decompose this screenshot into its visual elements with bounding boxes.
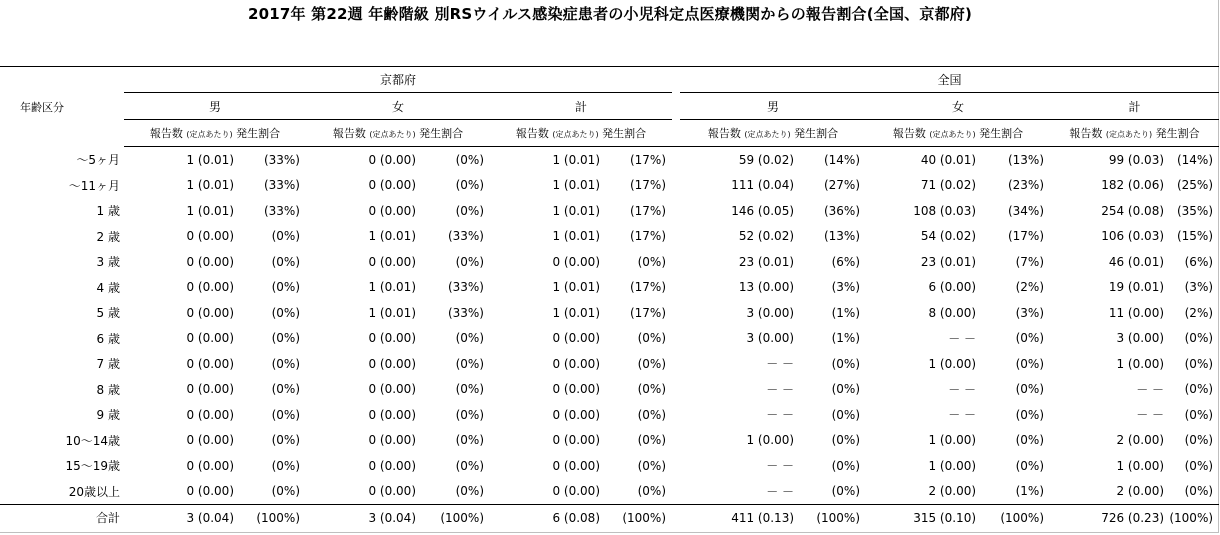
ratio-cell: (27%) [823, 178, 861, 193]
ratio-cell: (6%) [1184, 254, 1214, 269]
ratio-cell: (33%) [263, 203, 300, 218]
report-count-cell: 1 (0.01) [552, 203, 600, 218]
ratio-cell: (25%) [1176, 178, 1214, 193]
report-count-cell: 0 (0.00) [552, 382, 600, 397]
report-count-cell: 0 (0.00) [186, 305, 234, 320]
report-count-cell: 1 (0.01) [186, 203, 234, 218]
row-gap [672, 351, 680, 377]
report-count-cell: 0 (0.00) [186, 382, 234, 397]
report-table [0, 66, 1219, 531]
sub-gap [672, 120, 680, 147]
ratio-cell: (0%) [271, 484, 300, 499]
age-label: 1 歳 [96, 204, 120, 219]
report-count-cell: 71 (0.02) [920, 178, 977, 193]
report-count-cell: 3 (0.04) [124, 505, 236, 531]
report-count-cell: － － [1136, 408, 1165, 423]
sub-header-count: 報告数 [1069, 127, 1103, 140]
report-count-cell: 0 (0.00) [552, 331, 600, 346]
report-count-cell: 3 (0.04) [306, 505, 418, 531]
ratio-cell: (6%) [831, 254, 861, 269]
age-label: 15～19歳 [65, 459, 120, 474]
ratio-cell: (0%) [455, 407, 484, 422]
table-row [0, 453, 1219, 479]
ratio-cell: (17%) [1007, 229, 1045, 244]
sub-header-per-site: (定点あたり) [186, 130, 233, 139]
report-count-cell: 0 (0.00) [186, 433, 234, 448]
report-count-cell: 106 (0.03) [1101, 229, 1165, 244]
table-row [0, 428, 1219, 454]
sub-header-count: 報告数 [149, 127, 183, 140]
age-label: 合計 [0, 505, 124, 531]
report-count-cell: 40 (0.01) [920, 152, 977, 167]
age-label: 10～14歳 [65, 433, 120, 448]
report-count-cell: 3 (0.00) [1116, 331, 1165, 346]
ratio-cell: (15%) [1176, 229, 1214, 244]
ratio-cell: (0%) [831, 433, 861, 448]
ratio-cell: (0%) [1015, 356, 1045, 371]
ratio-cell: (3%) [831, 280, 861, 295]
age-label: 7 歳 [96, 357, 120, 372]
ratio-cell: (0%) [637, 484, 667, 499]
ratio-cell: (1%) [1015, 484, 1045, 499]
region-header-national: 全国 [680, 67, 1219, 93]
sex-gap [672, 93, 680, 120]
report-count-cell: 0 (0.00) [368, 203, 416, 218]
report-count-cell: 0 (0.00) [552, 458, 600, 473]
sex-header-female: 女 [866, 93, 1050, 120]
sub-header-per-site: (定点あたり) [552, 130, 599, 139]
report-count-cell: － － [948, 382, 977, 397]
ratio-cell: (33%) [447, 280, 484, 295]
ratio-cell: (0%) [831, 382, 861, 397]
report-count-cell: 182 (0.06) [1101, 178, 1165, 193]
report-count-cell: 11 (0.00) [1108, 305, 1165, 320]
ratio-cell: (7%) [1015, 254, 1045, 269]
header-row-sub [0, 120, 1219, 147]
age-label: 3 歳 [96, 255, 120, 270]
report-count-cell: 1 (0.01) [368, 229, 416, 244]
table-row [0, 198, 1219, 224]
sub-header-ratio: 発生割合 [419, 127, 464, 140]
table-row [0, 224, 1219, 250]
table-row [0, 249, 1219, 275]
report-count-cell: － － [766, 484, 795, 499]
ratio-cell: (100%) [418, 505, 490, 531]
report-count-cell: － － [1136, 382, 1165, 397]
report-count-cell: 411 (0.13) [680, 505, 796, 531]
report-count-cell: 99 (0.03) [1108, 152, 1165, 167]
row-gap [672, 300, 680, 326]
report-count-cell: 1 (0.00) [1116, 356, 1165, 371]
report-count-cell: 0 (0.00) [186, 331, 234, 346]
ratio-cell: (0%) [1015, 331, 1045, 346]
table-row [0, 479, 1219, 505]
ratio-cell: (0%) [831, 484, 861, 499]
report-count-cell: 0 (0.00) [368, 382, 416, 397]
ratio-cell: (35%) [1176, 203, 1214, 218]
report-count-cell: 0 (0.00) [186, 356, 234, 371]
ratio-cell: (0%) [271, 356, 300, 371]
row-gap [672, 453, 680, 479]
report-count-cell: 0 (0.00) [368, 254, 416, 269]
ratio-cell: (100%) [796, 505, 866, 531]
ratio-cell: (34%) [1007, 203, 1045, 218]
report-count-cell: － － [948, 331, 977, 346]
sub-header-per-site: (定点あたり) [369, 130, 416, 139]
report-count-cell: 0 (0.00) [368, 331, 416, 346]
total-row [0, 505, 1219, 531]
report-count-cell: 3 (0.00) [746, 305, 795, 320]
report-count-cell: 2 (0.00) [1116, 484, 1165, 499]
table-body [0, 147, 1219, 531]
ratio-cell: (14%) [1176, 152, 1214, 167]
ratio-cell: (23%) [1007, 178, 1045, 193]
ratio-cell: (0%) [455, 152, 484, 167]
ratio-cell: (0%) [831, 458, 861, 473]
report-count-cell: 0 (0.00) [368, 458, 416, 473]
ratio-cell: (0%) [271, 382, 300, 397]
ratio-cell: (100%) [1166, 505, 1219, 531]
report-count-cell: 0 (0.00) [186, 254, 234, 269]
sub-header-count-ratio [866, 120, 1050, 147]
row-gap [672, 249, 680, 275]
ratio-cell: (13%) [1007, 152, 1045, 167]
ratio-cell: (0%) [1184, 407, 1214, 422]
age-label: 9 歳 [96, 408, 120, 423]
age-label: 4 歳 [96, 280, 120, 295]
ratio-cell: (0%) [455, 254, 484, 269]
ratio-cell: (33%) [447, 305, 484, 320]
report-count-cell: 1 (0.01) [552, 229, 600, 244]
ratio-cell: (0%) [1015, 433, 1045, 448]
sex-header-total: 計 [490, 93, 672, 120]
sub-header-ratio: 発生割合 [1155, 127, 1200, 140]
ratio-cell: (0%) [271, 254, 300, 269]
region-gap [672, 67, 680, 93]
report-count-cell: 59 (0.02) [738, 152, 795, 167]
ratio-cell: (0%) [1015, 382, 1045, 397]
table-row [0, 173, 1219, 199]
age-label: ～11ヶ月 [68, 178, 120, 193]
ratio-cell: (100%) [602, 505, 672, 531]
report-count-cell: 0 (0.00) [368, 178, 416, 193]
sub-header-per-site: (定点あたり) [929, 130, 976, 139]
age-label: ～5ヶ月 [76, 153, 120, 167]
ratio-cell: (14%) [823, 152, 861, 167]
report-count-cell: 315 (0.10) [866, 505, 978, 531]
ratio-cell: (33%) [263, 152, 300, 167]
report-count-cell: 1 (0.00) [928, 458, 977, 473]
row-gap [672, 505, 680, 531]
row-gap [672, 173, 680, 199]
table-row [0, 377, 1219, 403]
report-count-cell: 1 (0.00) [928, 356, 977, 371]
report-count-cell: 0 (0.00) [368, 356, 416, 371]
report-count-cell: 1 (0.00) [1116, 458, 1165, 473]
ratio-cell: (3%) [1184, 280, 1214, 295]
ratio-cell: (0%) [1184, 331, 1214, 346]
sub-header-count: 報告数 [332, 127, 366, 140]
sub-header-count-ratio [490, 120, 672, 147]
report-count-cell: 8 (0.00) [928, 305, 977, 320]
ratio-cell: (0%) [271, 280, 300, 295]
sub-header-ratio: 発生割合 [979, 127, 1024, 140]
sub-header-count-ratio [306, 120, 490, 147]
ratio-cell: (17%) [629, 178, 667, 193]
ratio-cell: (0%) [271, 229, 300, 244]
ratio-cell: (0%) [455, 356, 484, 371]
report-count-cell: 6 (0.00) [928, 280, 977, 295]
ratio-cell: (33%) [263, 178, 300, 193]
sex-header-female: 女 [306, 93, 490, 120]
region-header-kyoto: 京都府 [124, 67, 672, 93]
report-count-cell: 0 (0.00) [368, 433, 416, 448]
table-row [0, 300, 1219, 326]
ratio-cell: (0%) [637, 382, 667, 397]
report-count-cell: 0 (0.00) [552, 484, 600, 499]
row-gap [672, 402, 680, 428]
ratio-cell: (0%) [637, 458, 667, 473]
row-gap [672, 224, 680, 250]
report-count-cell: 52 (0.02) [738, 229, 795, 244]
report-count-cell: 0 (0.00) [186, 229, 234, 244]
ratio-cell: (0%) [1184, 433, 1214, 448]
report-count-cell: － － [766, 408, 795, 423]
report-count-cell: 111 (0.04) [731, 178, 795, 193]
ratio-cell: (17%) [629, 305, 667, 320]
report-count-cell: 0 (0.00) [552, 433, 600, 448]
ratio-cell: (2%) [1184, 305, 1214, 320]
ratio-cell: (0%) [637, 356, 667, 371]
table-row [0, 326, 1219, 352]
ratio-cell: (0%) [831, 407, 861, 422]
sub-header-per-site: (定点あたり) [744, 130, 791, 139]
row-gap [672, 428, 680, 454]
report-count-cell: 46 (0.01) [1108, 254, 1165, 269]
report-count-cell: 726 (0.23) [1050, 505, 1166, 531]
report-count-cell: 0 (0.00) [368, 152, 416, 167]
row-gap [672, 326, 680, 352]
ratio-cell: (0%) [271, 331, 300, 346]
report-count-cell: 146 (0.05) [731, 203, 795, 218]
ratio-cell: (0%) [455, 484, 484, 499]
ratio-cell: (0%) [455, 382, 484, 397]
report-count-cell: 1 (0.00) [928, 433, 977, 448]
ratio-cell: (0%) [271, 407, 300, 422]
sub-header-count: 報告数 [892, 127, 926, 140]
sex-header-total: 計 [1050, 93, 1219, 120]
header-row-sex [0, 93, 1219, 120]
ratio-cell: (17%) [629, 152, 667, 167]
sub-header-ratio: 発生割合 [602, 127, 647, 140]
age-label: 6 歳 [96, 331, 120, 346]
ratio-cell: (2%) [1015, 280, 1045, 295]
report-count-cell: 0 (0.00) [186, 484, 234, 499]
sub-header-per-site: (定点あたり) [1105, 130, 1153, 139]
report-count-cell: 23 (0.01) [920, 254, 977, 269]
report-count-cell: － － [766, 382, 795, 397]
report-count-cell: 1 (0.01) [368, 305, 416, 320]
ratio-cell: (0%) [271, 458, 300, 473]
ratio-cell: (1%) [831, 331, 861, 346]
age-label: 5 歳 [96, 306, 120, 321]
sub-header-count-ratio [1050, 120, 1219, 147]
row-gap [672, 147, 680, 173]
age-label: 2 歳 [96, 229, 120, 244]
ratio-cell: (0%) [637, 433, 667, 448]
report-count-cell: － － [766, 459, 795, 474]
report-count-cell: 13 (0.00) [738, 280, 795, 295]
report-count-cell: 3 (0.00) [746, 331, 795, 346]
ratio-cell: (100%) [236, 505, 306, 531]
report-count-cell: 1 (0.01) [368, 280, 416, 295]
ratio-cell: (36%) [823, 203, 861, 218]
report-count-cell: 1 (0.01) [552, 178, 600, 193]
row-gap [672, 377, 680, 403]
table-row [0, 351, 1219, 377]
ratio-cell: (0%) [1015, 458, 1045, 473]
report-count-cell: 23 (0.01) [738, 254, 795, 269]
ratio-cell: (100%) [978, 505, 1050, 531]
report-count-cell: 0 (0.00) [552, 407, 600, 422]
sub-header-count-ratio [680, 120, 866, 147]
table-row [0, 147, 1219, 173]
page-title: 2017年 第22週 年齢階級 別RSウイルス感染症患者の小児科定点医療機関からの報告割合(全国、京都府) [247, 5, 973, 23]
ratio-cell: (0%) [455, 203, 484, 218]
table-row [0, 275, 1219, 301]
report-count-cell: 1 (0.01) [186, 152, 234, 167]
sub-header-ratio: 発生割合 [794, 127, 839, 140]
report-count-cell: 0 (0.00) [552, 254, 600, 269]
ratio-cell: (0%) [455, 458, 484, 473]
ratio-cell: (0%) [1184, 382, 1214, 397]
ratio-cell: (3%) [1015, 305, 1045, 320]
report-count-cell: 0 (0.00) [368, 484, 416, 499]
report-count-cell: 54 (0.02) [920, 229, 977, 244]
ratio-cell: (17%) [629, 280, 667, 295]
report-count-cell: 254 (0.08) [1101, 203, 1165, 218]
ratio-cell: (0%) [455, 433, 484, 448]
ratio-cell: (0%) [455, 331, 484, 346]
ratio-cell: (0%) [637, 254, 667, 269]
ratio-cell: (0%) [1015, 407, 1045, 422]
ratio-cell: (17%) [629, 203, 667, 218]
sex-header-male: 男 [680, 93, 866, 120]
report-count-cell: 0 (0.00) [186, 407, 234, 422]
ratio-cell: (0%) [455, 178, 484, 193]
report-count-cell: 2 (0.00) [1116, 433, 1165, 448]
ratio-cell: (17%) [629, 229, 667, 244]
row-gap [672, 198, 680, 224]
report-count-cell: 0 (0.00) [186, 280, 234, 295]
sub-header-count: 報告数 [515, 127, 549, 140]
report-count-cell: 1 (0.01) [552, 280, 600, 295]
report-count-cell: 0 (0.00) [186, 458, 234, 473]
report-count-cell: 0 (0.00) [552, 356, 600, 371]
report-count-cell: － － [766, 357, 795, 372]
report-count-cell: 1 (0.01) [552, 152, 600, 167]
ratio-cell: (0%) [1184, 356, 1214, 371]
report-count-cell: 19 (0.01) [1108, 280, 1165, 295]
sub-header-count: 報告数 [707, 127, 741, 140]
ratio-cell: (1%) [831, 305, 861, 320]
report-count-cell: 1 (0.01) [186, 178, 234, 193]
report-count-cell: 6 (0.08) [490, 505, 602, 531]
ratio-cell: (0%) [271, 305, 300, 320]
ratio-cell: (0%) [831, 356, 861, 371]
report-count-cell: 108 (0.03) [913, 203, 977, 218]
report-count-cell: 2 (0.00) [928, 484, 977, 499]
ratio-cell: (33%) [447, 229, 484, 244]
ratio-cell: (0%) [271, 433, 300, 448]
age-label: 20歳以上 [68, 484, 120, 499]
sub-header-ratio: 発生割合 [236, 127, 281, 140]
ratio-cell: (13%) [823, 229, 861, 244]
header-row-region [0, 67, 1219, 93]
report-count-cell: 0 (0.00) [368, 407, 416, 422]
table-row [0, 402, 1219, 428]
ratio-cell: (0%) [637, 331, 667, 346]
sex-header-male: 男 [124, 93, 306, 120]
report-count-cell: － － [948, 408, 977, 423]
row-gap [672, 275, 680, 301]
age-label: 8 歳 [96, 382, 120, 397]
age-column-header: 年齢区分 [0, 67, 124, 147]
sub-header-count-ratio [124, 120, 306, 147]
ratio-cell: (0%) [637, 407, 667, 422]
report-count-cell: 1 (0.01) [552, 305, 600, 320]
ratio-cell: (0%) [1184, 458, 1214, 473]
row-gap [672, 479, 680, 505]
report-count-cell: 1 (0.00) [746, 433, 795, 448]
ratio-cell: (0%) [1184, 484, 1214, 499]
